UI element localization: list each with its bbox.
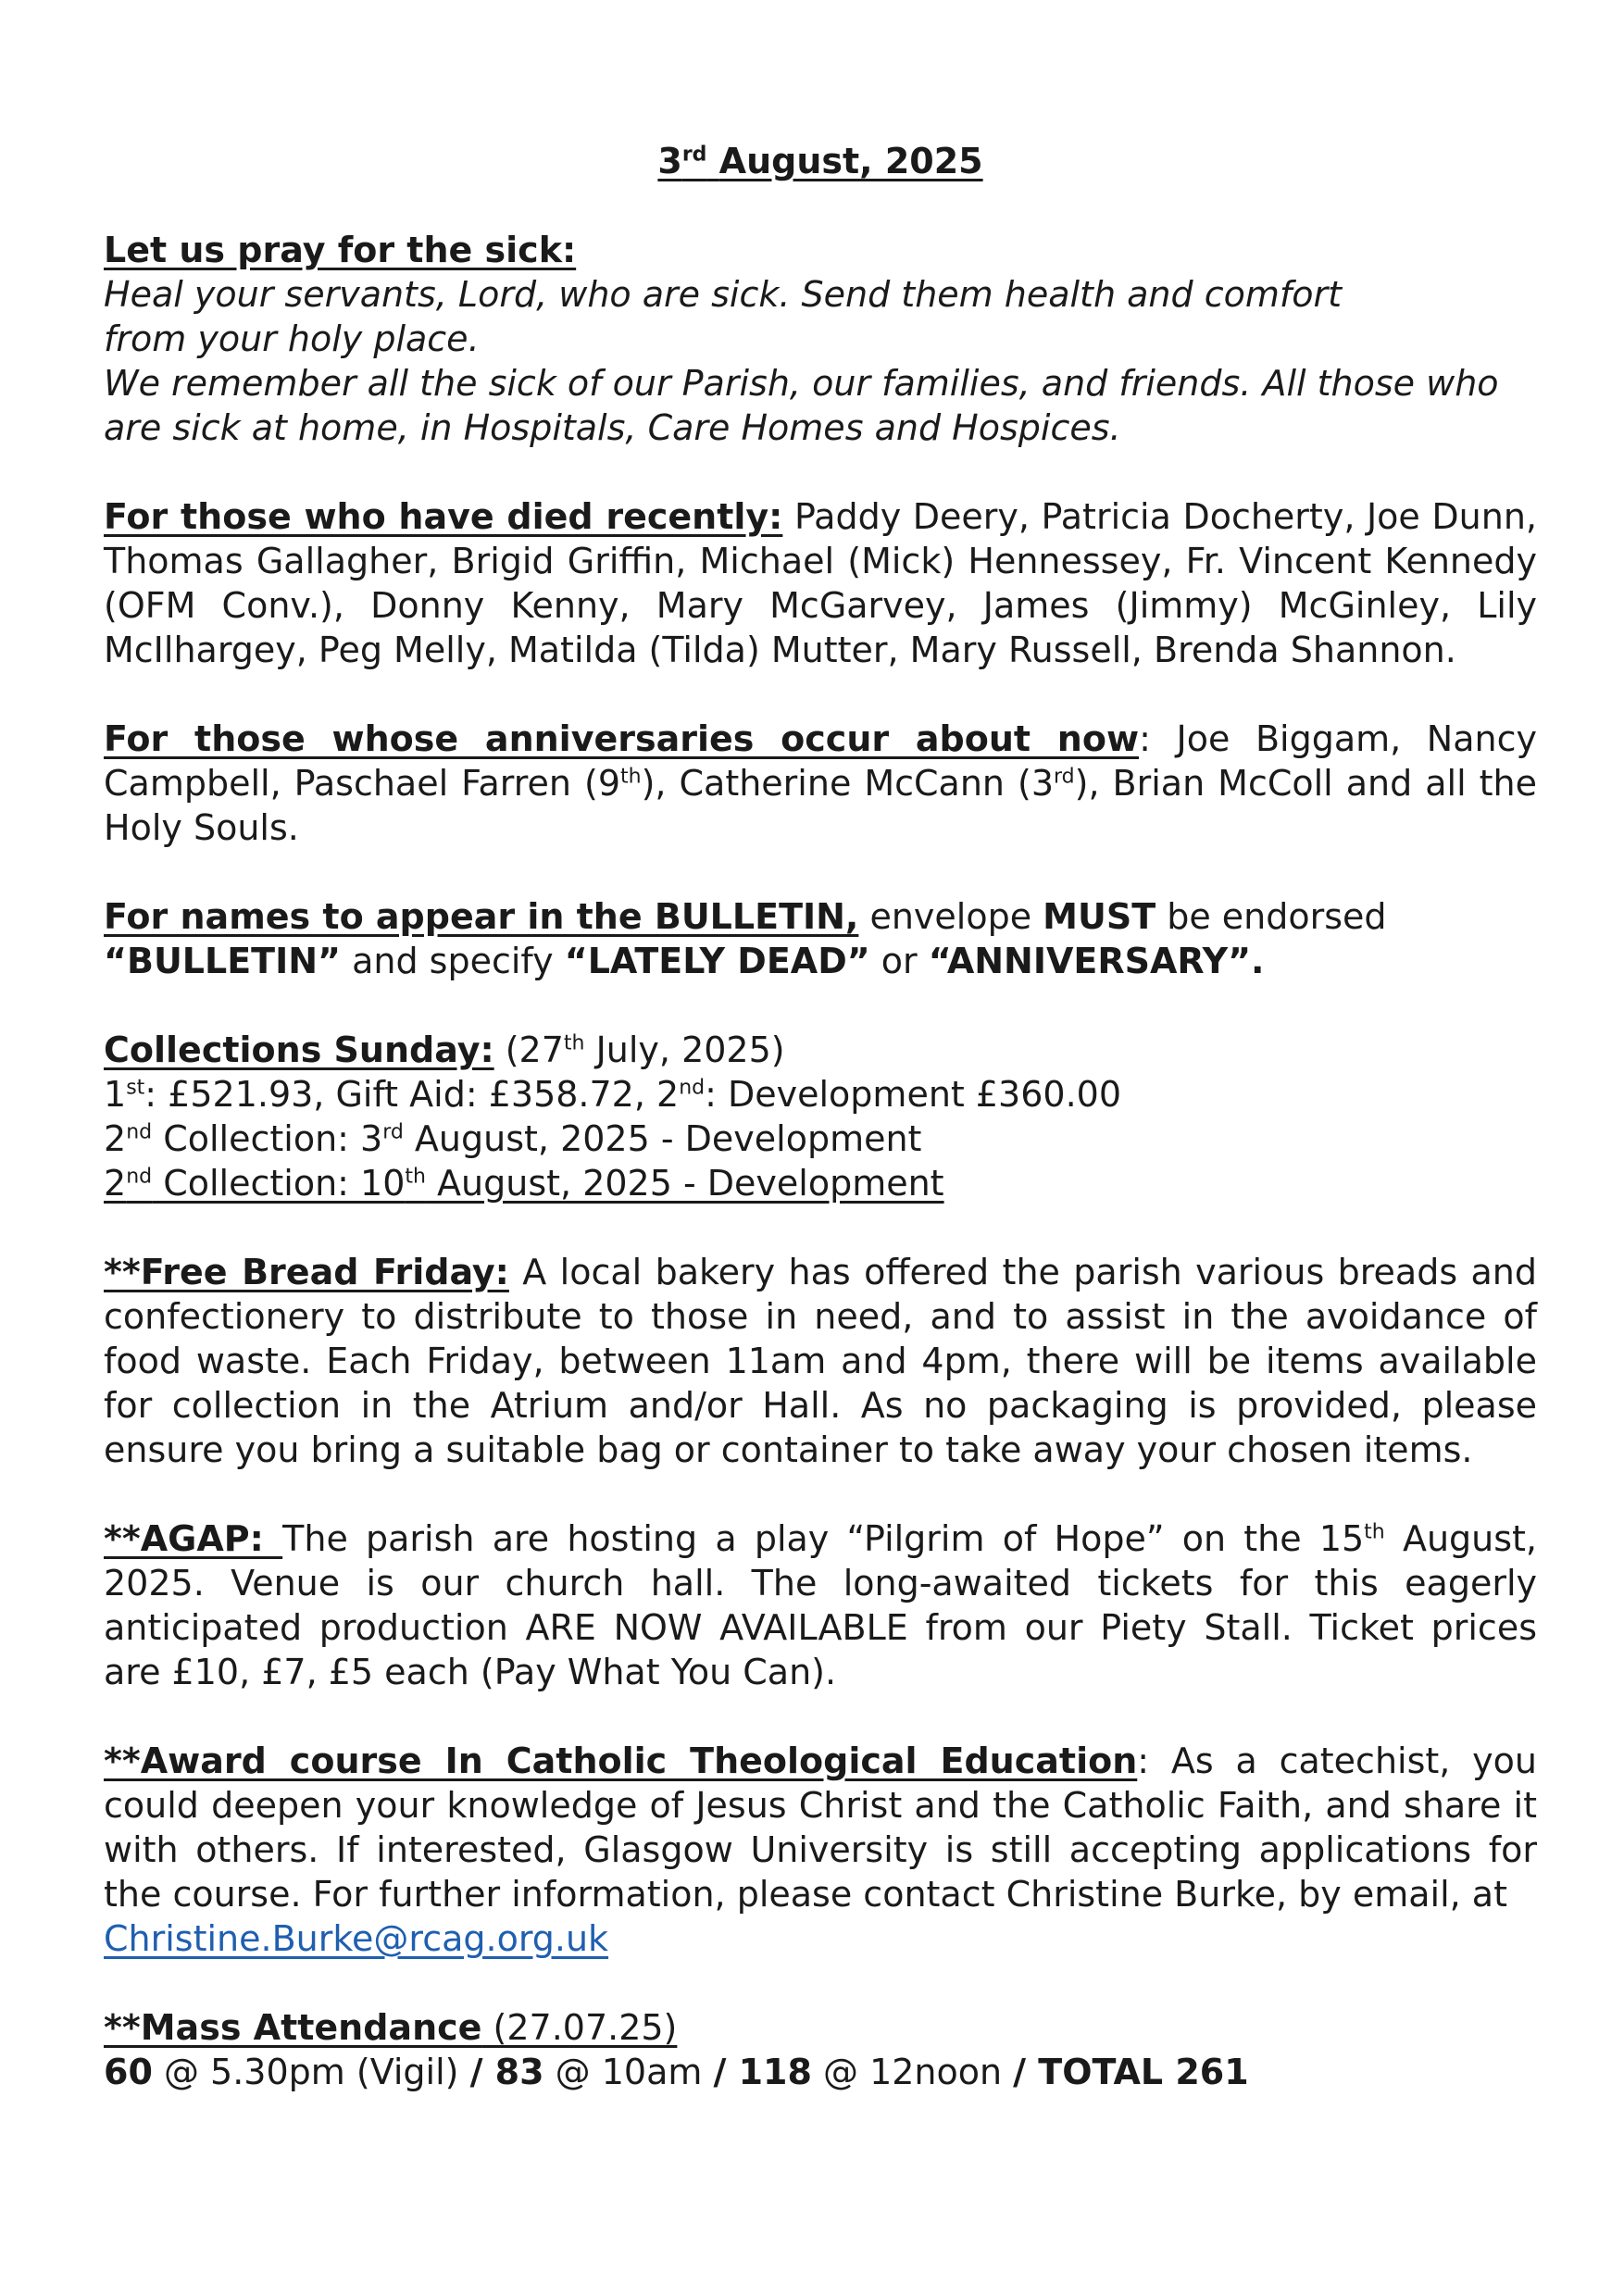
- sick-remember-text: We remember all the sick of our Parish, our families, and friends. All those who are sick at home, in Hospitals, Care Homes and Hospices.: [104, 363, 1499, 448]
- collections-amounts: 1st: £521.93, Gift Aid: £358.72, 2nd: Development £360.00: [104, 1074, 1122, 1115]
- agap-section: **AGAP: The parish are hosting a play “Pilgrim of Hope” on the 15th August, 2025. Venue is our church hall. The long-awaited tickets for this eagerly anticipated production ARE NOW AVAILABLE from our Piety Stall. Ticket prices are £10, £7, £5 each (Pay What You Can).: [104, 1518, 1538, 1692]
- anniversaries-section: For those whose anniversaries occur about now: Joe Biggam, Nancy Campbell, Paschael Farren (9th), Catherine McCann (3rd), Brian McColl and all the Holy Souls.: [104, 718, 1537, 848]
- award-course-section: [104, 1739, 1537, 1961]
- email-link[interactable]: Christine.Burke@rcag.org.uk: [104, 1918, 609, 1959]
- died-heading: For those who have died recently:: [104, 496, 783, 537]
- bulletin-date: 3rd August, 2025: [657, 141, 983, 181]
- mass-attendance-section: [104, 2005, 1537, 2094]
- second-collection-1: 2nd Collection: 3rd August, 2025 - Development: [104, 1118, 922, 1159]
- collections-heading: Collections Sunday:: [104, 1029, 494, 1070]
- sick-section: [104, 228, 1537, 450]
- sick-prayer-line-1: Heal your servants, Lord, who are sick. Send them health and comfort: [104, 274, 1342, 315]
- free-bread-section: [104, 1250, 1537, 1472]
- collections-heading-line: Collections Sunday: (27th July, 2025): [104, 1029, 785, 1070]
- free-bread-text: A local bakery has offered the parish various breads and confectionery to distribute to those in need, and to assist in the avoidance of food waste. Each Friday, between 11am and 4pm, there will be items available for collection in the Atrium and/or Hall. As no packaging is provided, please ensure you bring a suitable bag or container to take away your chosen items.: [104, 1252, 1537, 1470]
- sick-heading: Let us pray for the sick:: [104, 230, 577, 270]
- mass-attendance-figures: 60 @ 5.30pm (Vigil) / 83 @ 10am / 118 @ 12noon / TOTAL 261: [104, 2052, 1249, 2092]
- died-names: Paddy Deery, Patricia Docherty, Joe Dunn, Thomas Gallagher, Brigid Griffin, Michael (Mick) Hennessey, Fr. Vincent Kennedy (OFM Conv.), Donny Kenny, Mary McGarvey, James (Jimmy) McGinley, Lily McIlhargey, Peg Melly, Matilda (Tilda) Mutter, Mary Russell, Brenda Shannon.: [104, 496, 1537, 670]
- second-collection-2: 2nd Collection: 10th August, 2025 - Development: [104, 1163, 944, 1204]
- bulletin-page: [104, 139, 1537, 2139]
- bulletin-names-section: For names to appear in the BULLETIN, envelope MUST be endorsed “BULLETIN” and specify “LATELY DEAD” or “ANNIVERSARY”.: [104, 896, 1387, 981]
- bulletin-heading: For names to appear in the BULLETIN,: [104, 896, 859, 937]
- anniversaries-heading: For those whose anniversaries occur about now: [104, 718, 1140, 759]
- award-course-text: : As a catechist, you could deepen your knowledge of Jesus Christ and the Catholic Faith, and share it with others. If interested, Glasgow University is still accepting applications for the course. For further information, please contact Christine Burke, by email, at: [104, 1741, 1538, 1915]
- mass-attendance-heading: **Mass Attendance: [104, 2007, 482, 2048]
- sick-prayer-line-2: from your holy place.: [104, 318, 480, 359]
- free-bread-heading: **Free Bread Friday:: [104, 1252, 509, 1292]
- collections-section: [104, 1028, 1537, 1205]
- agap-heading: **AGAP:: [104, 1518, 283, 1559]
- died-section: [104, 494, 1537, 672]
- award-course-heading: **Award course In Catholic Theological Education: [104, 1741, 1138, 1781]
- mass-attendance-heading-line: **Mass Attendance (27.07.25): [104, 2007, 678, 2048]
